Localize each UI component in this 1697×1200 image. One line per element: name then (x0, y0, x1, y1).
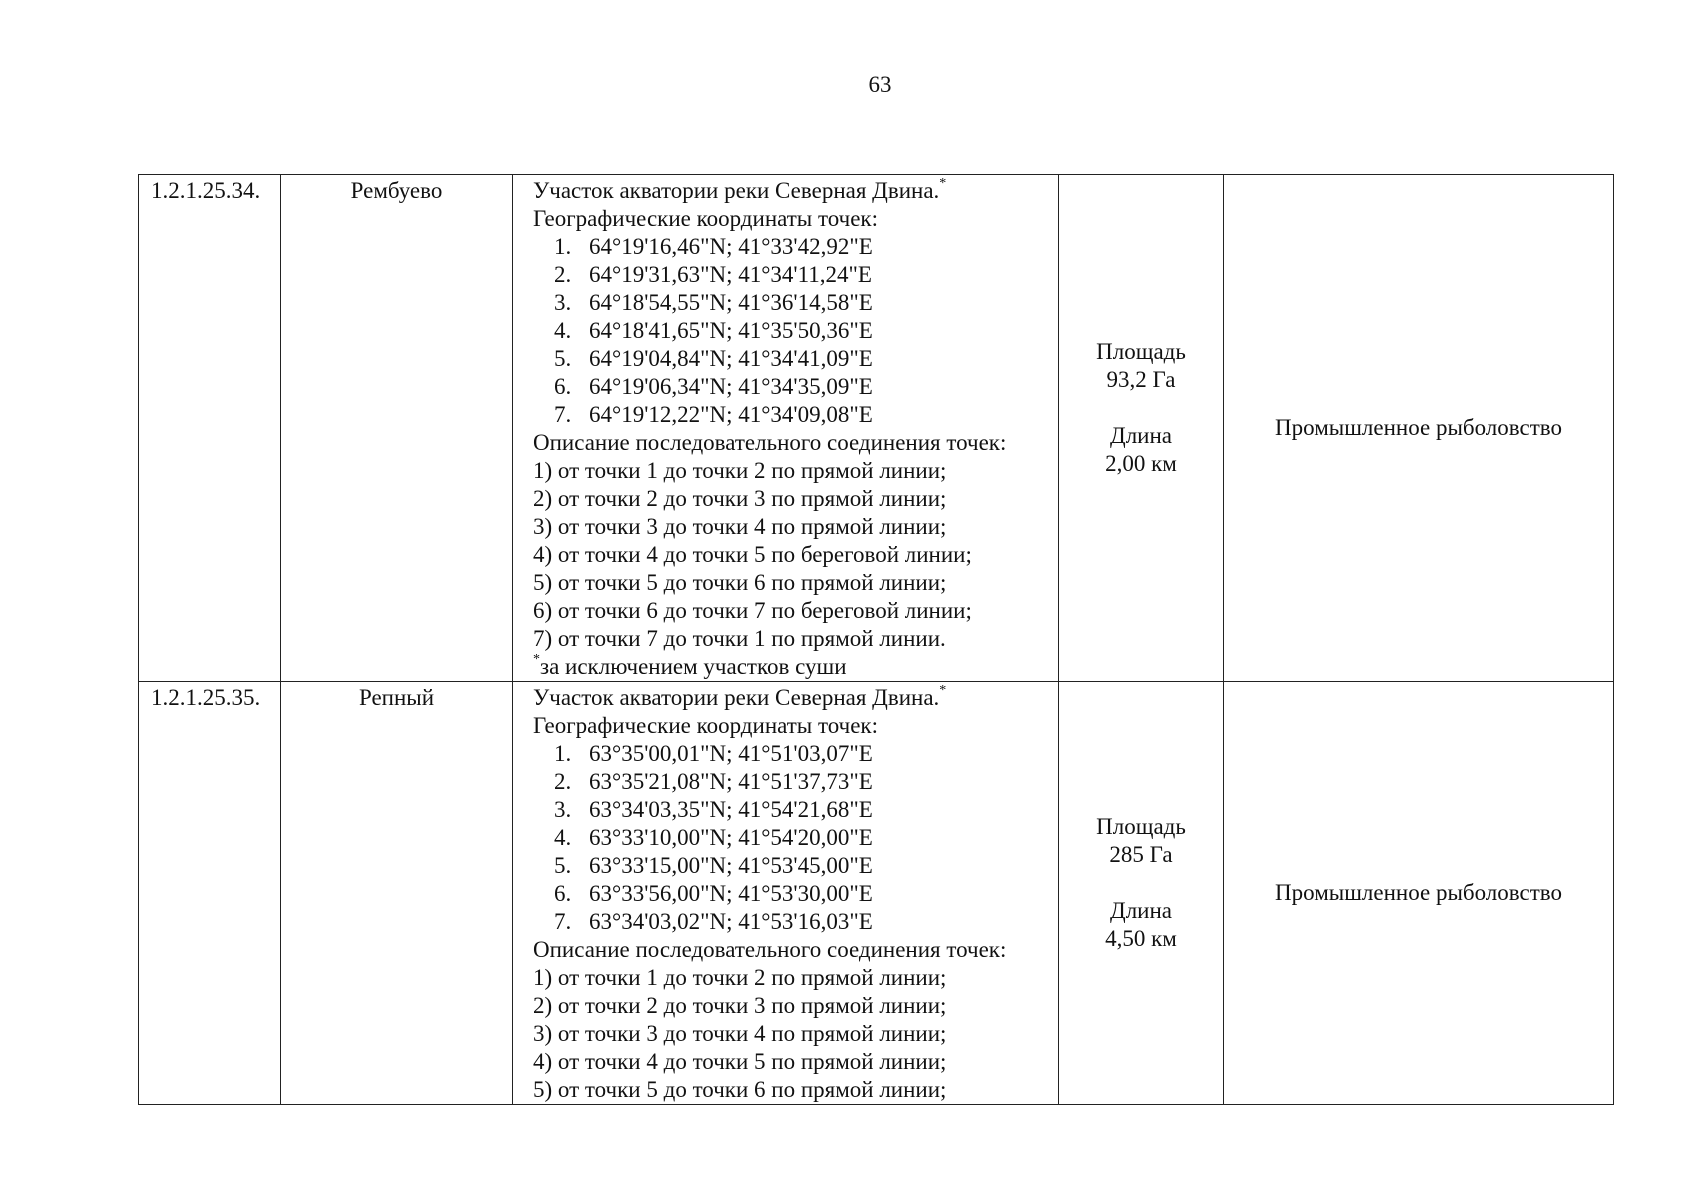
site-code: 1.2.1.25.35. (139, 682, 281, 1105)
table-row (139, 682, 1614, 1105)
coordinate-item: 4. 64°18'41,65"N; 41°35'50,36"E (577, 317, 1054, 345)
footnote: *за исключением участков суши (533, 652, 847, 679)
length-label: Длина (1110, 898, 1172, 923)
coordinate-item: 7. 63°34'03,02"N; 41°53'16,03"E (577, 908, 1054, 936)
table-row (139, 175, 1614, 682)
site-name: Репный (281, 682, 513, 1105)
site-description (513, 682, 1059, 1105)
connection-item: 3) от точки 3 до точки 4 по прямой линии; (533, 1021, 947, 1046)
site-size (1059, 175, 1224, 682)
coords-header: Географические координаты точек: (533, 206, 878, 231)
connection-item: 1) от точки 1 до точки 2 по прямой линии; (533, 965, 947, 990)
site-code: 1.2.1.25.34. (139, 175, 281, 682)
footnote-marker: * (939, 176, 947, 191)
coords-header: Географические координаты точек: (533, 713, 878, 738)
description-title: Участок акватории реки Северная Двина.* (533, 176, 947, 203)
footnote-marker: * (939, 683, 947, 698)
connection-item: 4) от точки 4 до точки 5 по береговой линии; (533, 542, 972, 567)
connection-item: 5) от точки 5 до точки 6 по прямой линии; (533, 1077, 947, 1102)
connection-item: 1) от точки 1 до точки 2 по прямой линии; (533, 458, 947, 483)
coordinates-list (533, 233, 1054, 429)
site-name: Рембуево (281, 175, 513, 682)
site-purpose: Промышленное рыболовство (1224, 682, 1614, 1105)
coordinate-item: 6. 64°19'06,34"N; 41°34'35,09"E (577, 373, 1054, 401)
area-label: Площадь (1096, 339, 1186, 364)
length-label: Длина (1110, 423, 1172, 448)
coordinate-item: 2. 64°19'31,63"N; 41°34'11,24"E (577, 261, 1054, 289)
area-label: Площадь (1096, 814, 1186, 839)
connection-item: 2) от точки 2 до точки 3 по прямой линии; (533, 486, 947, 511)
length-value: 4,50 км (1105, 926, 1177, 951)
connection-item: 7) от точки 7 до точки 1 по прямой линии. (533, 626, 946, 651)
site-purpose: Промышленное рыболовство (1224, 175, 1614, 682)
connection-item: 5) от точки 5 до точки 6 по прямой линии; (533, 570, 947, 595)
description-title: Участок акватории реки Северная Двина.* (533, 683, 947, 710)
connection-item: 3) от точки 3 до точки 4 по прямой линии; (533, 514, 947, 539)
connection-item: 2) от точки 2 до точки 3 по прямой линии; (533, 993, 947, 1018)
area-value: 285 Га (1109, 842, 1173, 867)
connection-header: Описание последовательного соединения точек: (533, 937, 1007, 962)
coordinate-item: 5. 64°19'04,84"N; 41°34'41,09"E (577, 345, 1054, 373)
connection-item: 4) от точки 4 до точки 5 по прямой линии; (533, 1049, 947, 1074)
length-value: 2,00 км (1105, 451, 1177, 476)
coordinate-item: 2. 63°35'21,08"N; 41°51'37,73"E (577, 768, 1054, 796)
area-value: 93,2 Га (1106, 367, 1176, 392)
coordinate-item: 6. 63°33'56,00"N; 41°53'30,00"E (577, 880, 1054, 908)
coordinate-item: 7. 64°19'12,22"N; 41°34'09,08"E (577, 401, 1054, 429)
footnote-marker: * (533, 652, 540, 667)
coordinate-item: 1. 63°35'00,01"N; 41°51'03,07"E (577, 740, 1054, 768)
coordinates-list (533, 740, 1054, 936)
coordinate-item: 3. 63°34'03,35"N; 41°54'21,68"E (577, 796, 1054, 824)
coordinate-item: 1. 64°19'16,46"N; 41°33'42,92"E (577, 233, 1054, 261)
connection-header: Описание последовательного соединения точек: (533, 430, 1007, 455)
site-description (513, 175, 1059, 682)
fishery-sites-table (138, 174, 1614, 1105)
page-number: 63 (868, 72, 892, 97)
coordinate-item: 4. 63°33'10,00"N; 41°54'20,00"E (577, 824, 1054, 852)
site-size (1059, 682, 1224, 1105)
coordinate-item: 3. 64°18'54,55"N; 41°36'14,58"E (577, 289, 1054, 317)
connection-item: 6) от точки 6 до точки 7 по береговой линии; (533, 598, 972, 623)
coordinate-item: 5. 63°33'15,00"N; 41°53'45,00"E (577, 852, 1054, 880)
